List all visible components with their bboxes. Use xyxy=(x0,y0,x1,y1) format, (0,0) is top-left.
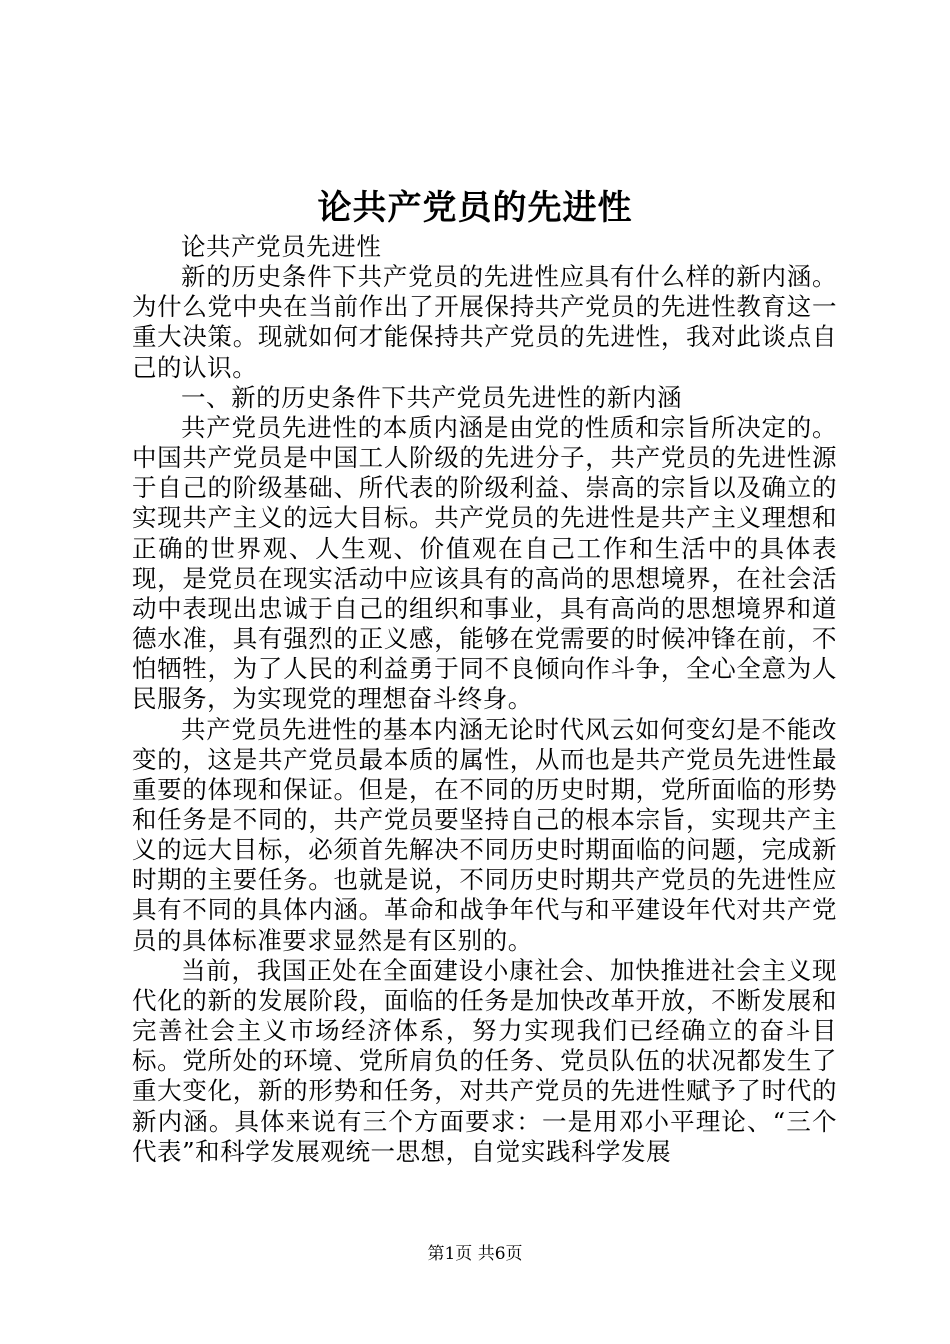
body-paragraph: 当前，我国正处在全面建设小康社会、加快推进社会主义现代化的新的发展阶段，面临的任务是加快改革开放，不断发展和完善社会主义市场经济体系，努力实现我们已经确立的奋斗目标。党所处的环境、党所肩负的任务、党员队伍的状况都发生了重大变化，新的形势和任务，对共产党员的先进性赋予了时代的新内涵。具体来说有三个方面要求：一是用邓小平理论、“三个代表”和科学发展观统一思想，自觉实践科学发展 xyxy=(132,955,837,1166)
page-number-footer: 第1页 共6页 xyxy=(427,1244,523,1264)
body-paragraph: 新的历史条件下共产党员的先进性应具有什么样的新内涵。为什么党中央在当前作出了开展保持共产党员的先进性教育这一重大决策。现就如何才能保持共产党员的先进性，我对此谈点自己的认识。 xyxy=(132,262,837,382)
subtitle-paragraph: 论共产党员先进性 xyxy=(181,232,382,261)
document-body xyxy=(132,232,837,1167)
body-paragraph: 共产党员先进性的本质内涵是由党的性质和宗旨所决定的。中国共产党员是中国工人阶级的先进分子，共产党员的先进性源于自己的阶级基础、所代表的阶级利益、崇高的宗旨以及确立的实现共产主义的远大目标。共产党员的先进性是共产主义理想和正确的世界观、人生观、价值观在自己工作和生活中的具体表现，是党员在现实活动中应该具有的高尚的思想境界，在社会活动中表现出忠诚于自己的组织和事业，具有高尚的思想境界和道德水准，具有强烈的正义感，能够在党需要的时候冲锋在前，不怕牺牲，为了人民的利益勇于同不良倾向作斗争，全心全意为人民服务，为实现党的理想奋斗终身。 xyxy=(132,412,837,714)
body-paragraph: 共产党员先进性的基本内涵无论时代风云如何变幻是不能改变的，这是共产党员最本质的属性，从而也是共产党员先进性最重要的体现和保证。但是，在不同的历史时期，党所面临的形势和任务是不同的，共产党员要坚持自己的根本宗旨，实现共产主义的远大目标，必须首先解决不同历史时期面临的问题，完成新时期的主要任务。也就是说，不同历史时期共产党员的先进性应具有不同的具体内涵。革命和战争年代与和平建设年代对共产党员的具体标准要求显然是有区别的。 xyxy=(132,714,837,955)
section-heading: 一、新的历史条件下共产党员先进性的新内涵 xyxy=(181,382,682,412)
document-title: 论共产党员的先进性 xyxy=(317,188,633,228)
